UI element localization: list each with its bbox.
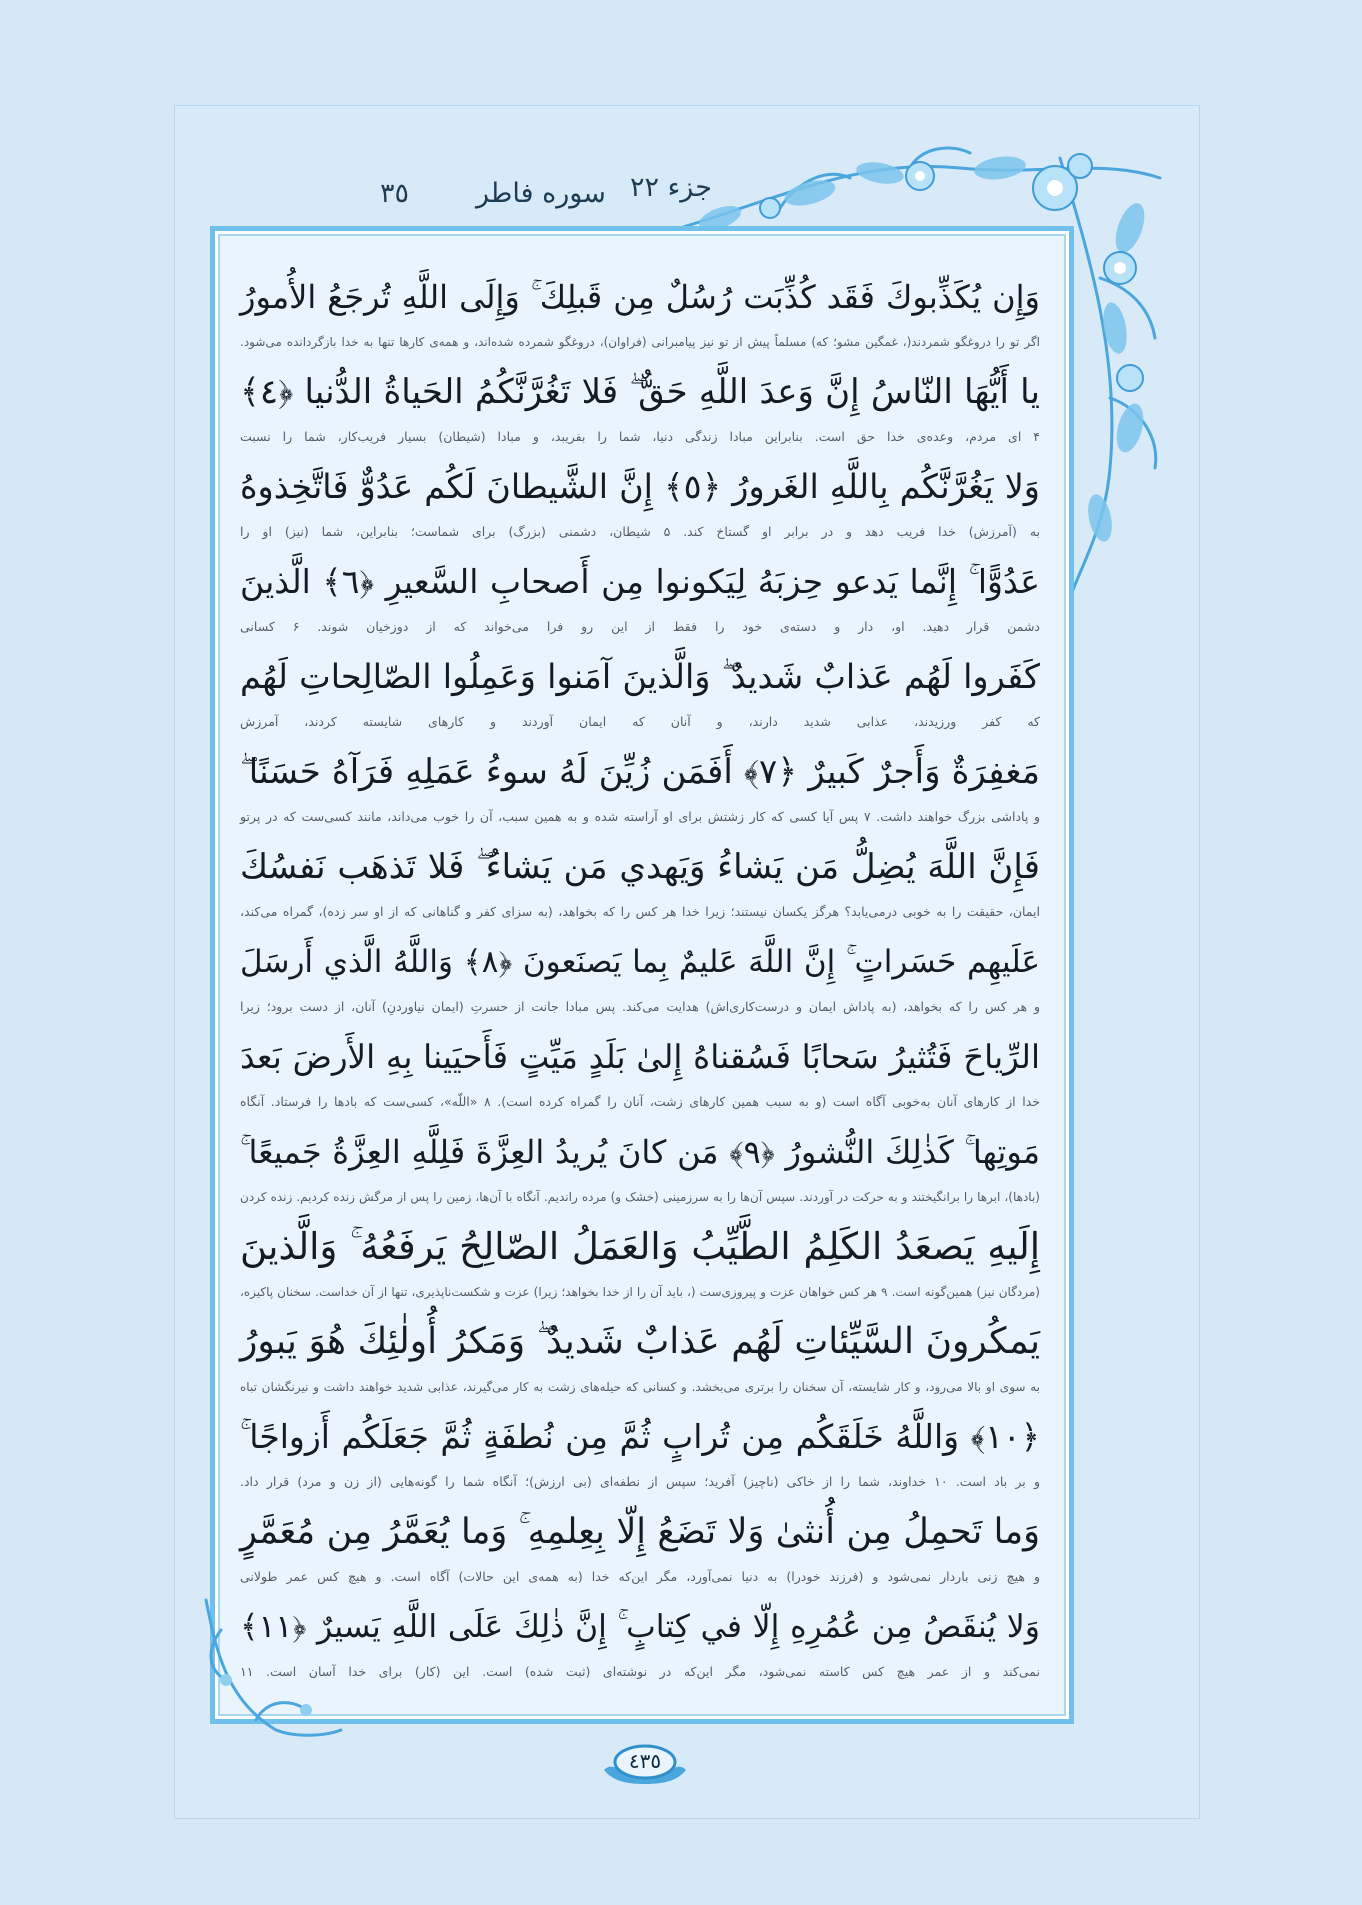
translation-line: (مردگان نیز) همین‌گونه است. ۹ هر کس خواهان عزت و پیروزی‌ست (، باید آن را از خدا بخواهد؛ زیرا) عزت و شکست‌ناپذیری، تنها از آن خداست. سخنان پاکیزه، <box>240 1285 1040 1299</box>
verse-row <box>240 1123 1040 1218</box>
arabic-line: مَغفِرَةٌ وَأَجرٌ كَبيرٌ ﴿٧﴾ أَفَمَن زُيِّنَ لَهُ سوءُ عَمَلِهِ فَرَآهُ حَسَنًا ۖ <box>240 752 1040 792</box>
arabic-line: وَإِن يُكَذِّبوكَ فَقَد كُذِّبَت رُسُلٌ مِن قَبلِكَ ۚ وَإِلَى اللَّهِ تُرجَعُ الأُمورُ <box>240 278 1040 316</box>
translation-line: ایمان، حقیقت را به خوبی درمی‌یابد؟ هرگز یکسان نیستند؛ زیرا خدا هر کس را که بخواهد، (به سزای کفر و گناهانی که از او سر زده)، گمراه می‌کند، <box>240 904 1040 919</box>
arabic-line: الرِّياحَ فَتُثيرُ سَحابًا فَسُقناهُ إِلىٰ بَلَدٍ مَيِّتٍ فَأَحيَينا بِهِ الأَرضَ بَعدَ <box>240 1038 1040 1076</box>
translation-line: نمی‌کند و از عمر هیچ کس کاسته نمی‌شود، مگر این‌که در نوشته‌ای (ثبت شده) است. این (کار) برای خدا آسان است. ۱۱ <box>240 1664 1040 1679</box>
translation-line: (بادها)، ابرها را برانگیختند و به حرکت در آوردند. سپس آن‌ها را به سرزمینی (خشک و) مرده راندیم. آنگاه با آن‌ها، زمین را پس از مرگش زنده کردیم. زنده کردن <box>240 1190 1040 1204</box>
translation-line: به سوی او بالا می‌رود، و کار شایسته، آن سخنان را برتری می‌بخشد. و کسانی که حیله‌های زشت به کار می‌گیرند، عذابی شدید خواهند داشت و نیرنگشان تباه <box>240 1380 1040 1394</box>
arabic-line: وَما تَحمِلُ مِن أُنثىٰ وَلا تَضَعُ إِلّا بِعِلمِهِ ۚ وَما يُعَمَّرُ مِن مُعَمَّرٍ <box>240 1512 1040 1552</box>
arabic-line: كَفَروا لَهُم عَذابٌ شَديدٌ ۖ وَالَّذينَ آمَنوا وَعَمِلُوا الصّالِحاتِ لَهُم <box>240 657 1040 696</box>
verse-row <box>240 1218 1040 1313</box>
arabic-line: مَوتِها ۚ كَذٰلِكَ النُّشورُ ﴿٩﴾ مَن كانَ يُريدُ العِزَّةَ فَلِلَّهِ العِزَّةُ جَميعًا ۚ <box>240 1133 1040 1171</box>
page-header <box>380 172 760 216</box>
arabic-line: يا أَيُّهَا النّاسُ إِنَّ وَعدَ اللَّهِ حَقٌّ ۖ فَلا تَغُرَّنَّكُمُ الحَياةُ الدُّنيا ﴿٤﴾ <box>240 372 1040 412</box>
verse-row <box>240 1598 1040 1693</box>
translation-line: و هیچ زنی باردار نمی‌شود و (فرزند خودرا) به دنیا نمی‌آورد، مگر این‌که خدا (به همه‌ی این حالات) آگاه است. و هیچ کس عمر طولانی <box>240 1569 1040 1584</box>
arabic-line: ﴿١٠﴾ وَاللَّهُ خَلَقَكُم مِن تُرابٍ ثُمَّ مِن نُطفَةٍ ثُمَّ جَعَلَكُم أَزواجًا ۚ <box>240 1417 1040 1456</box>
verse-row <box>240 1503 1040 1598</box>
arabic-line: عَلَيهِم حَسَراتٍ ۚ إِنَّ اللَّهَ عَليمٌ بِما يَصنَعونَ ﴿٨﴾ وَاللَّهُ الَّذي أَرسَلَ <box>240 944 1040 980</box>
translation-line: خدا از کارهای آنان به‌خوبی آگاه است (و به سبب همین کارهای زشت، آنان را گمراه کرده است). ۸ «اللّه»، کسی‌ست که بادها را فرستاد. آنگاه <box>240 1094 1040 1109</box>
arabic-line: إِلَيهِ يَصعَدُ الكَلِمُ الطَّيِّبُ وَالعَمَلُ الصّالِحُ يَرفَعُهُ ۚ وَالَّذينَ <box>240 1225 1040 1268</box>
translation-line: ۴ ای مردم، وعده‌ی خدا حق است. بنابراین مبادا زندگی دنیا، شما را بفریبد، و مبادا (شیطان) بسیار فریب‌کار، شما را نسبت <box>240 429 1040 444</box>
verse-row <box>240 743 1040 838</box>
verse-row <box>240 933 1040 1028</box>
juz-label: جزء ٢٢ <box>630 172 712 203</box>
arabic-line: عَدُوًّا ۚ إِنَّما يَدعو حِزبَهُ لِيَكونوا مِن أَصحابِ السَّعيرِ ﴿٦﴾ الَّذينَ <box>240 562 1040 601</box>
translation-line: به (آمرزش) خدا فریب دهد و در برابر او گستاخ کند. ۵ شیطان، دشمنی (بزرگ) برای شماست؛ بنابراین، شما (نیز) او را <box>240 524 1040 539</box>
verse-row <box>240 553 1040 648</box>
page-number-badge <box>600 1740 690 1786</box>
translation-line: اگر تو را دروغگو شمردند(، غمگین مشو؛ که) مسلماً پیش از تو نیز پیامبرانی (فراوان)، دروغگو شمرده شده‌اند، و همه‌ی کارها تنها به خدا بازگردانده می‌شود. <box>240 335 1040 349</box>
verse-row <box>240 363 1040 458</box>
surah-label: سوره فاطر <box>476 178 606 209</box>
translation-line: و بر باد است. ۱۰ خداوند، شما را از خاکی (ناچیز) آفرید؛ سپس از نطفه‌ای (بی ارزش)؛ آنگاه شما را گونه‌هایی (از زن و مرد) قرار داد. <box>240 1474 1040 1489</box>
verse-content <box>240 268 1040 1693</box>
arabic-line: يَمكُرونَ السَّيِّئاتِ لَهُم عَذابٌ شَديدٌ ۖ وَمَكرُ أُولٰئِكَ هُوَ يَبورُ <box>240 1321 1040 1362</box>
translation-line: و هر کس را که بخواهد، (به پاداش ایمان و درست‌کاری‌اش) هدایت می‌کند. پس مبادا جانت از حسرتِ (ایمان نیاوردنِ) آنان، از دست برود؛ زیرا <box>240 999 1040 1014</box>
verse-row <box>240 268 1040 363</box>
verse-row <box>240 1408 1040 1503</box>
verse-row <box>240 648 1040 743</box>
translation-line: دشمن قرار دهید. او، دار و دسته‌ی خود را فقط از این رو فرا می‌خواند که از دوزخیان شوند. ۶ کسانی <box>240 619 1040 634</box>
translation-line: و پاداشی بزرگ خواهند داشت. ۷ پس آیا کسی که کار زشتش برای او آراسته شده و به همین سبب، آن را خوب می‌داند، مانند کسی‌ست که در پرتو <box>240 809 1040 824</box>
verse-row <box>240 838 1040 933</box>
verse-row <box>240 1313 1040 1408</box>
page-number: ٤٣٥ <box>628 1749 662 1773</box>
arabic-line: وَلا يُنقَصُ مِن عُمُرِهِ إِلّا في كِتابٍ ۚ إِنَّ ذٰلِكَ عَلَى اللَّهِ يَسيرٌ ﴿١١﴾ <box>240 1609 1040 1645</box>
verse-row <box>240 1028 1040 1123</box>
verse-row <box>240 458 1040 553</box>
arabic-line: وَلا يَغُرَّنَّكُم بِاللَّهِ الغَرورُ ﴿٥﴾ إِنَّ الشَّيطانَ لَكُم عَدُوٌّ فَاتَّخِذوهُ <box>240 467 1040 506</box>
arabic-line: فَإِنَّ اللَّهَ يُضِلُّ مَن يَشاءُ وَيَهدي مَن يَشاءُ ۖ فَلا تَذهَب نَفسُكَ <box>240 847 1040 887</box>
surah-page-number: ٣٥ <box>380 178 410 209</box>
translation-line: که کفر ورزیدند، عذابی شدید دارند، و آنان که ایمان آوردند و کارهای شایسته کردند، آمرزش <box>240 714 1040 729</box>
